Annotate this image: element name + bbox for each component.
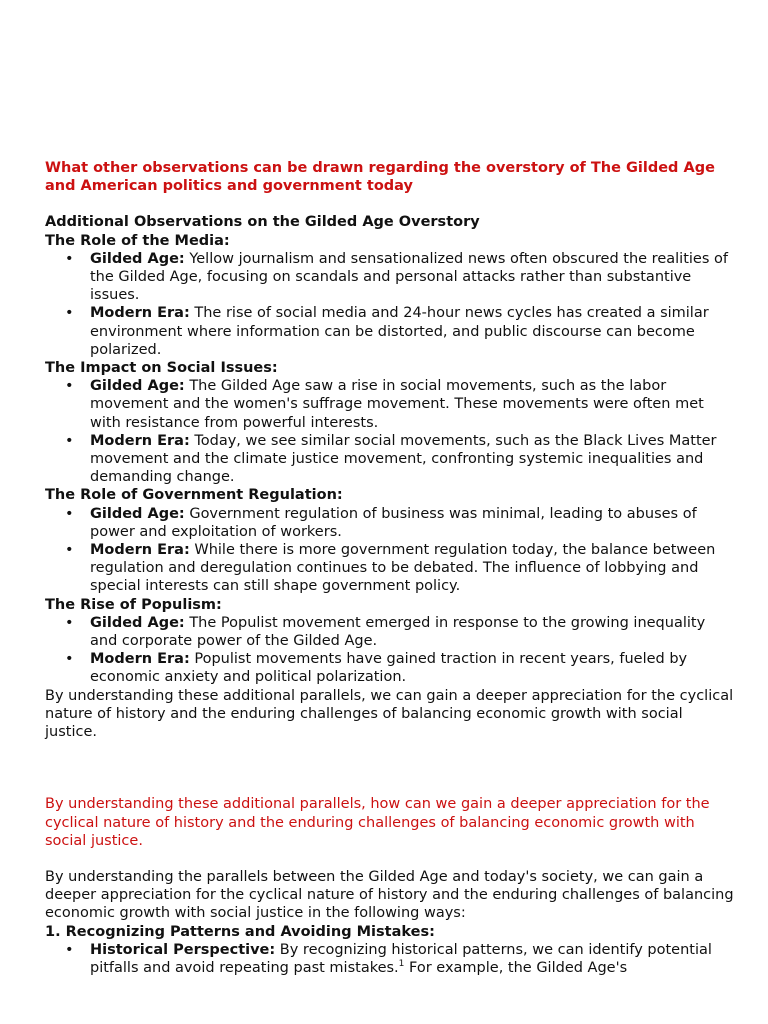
section-heading-populism: The Rise of Populism: (45, 596, 222, 613)
section-heading-social: The Impact on Social Issues: (45, 360, 278, 377)
list-item (45, 505, 735, 541)
list-item (45, 377, 735, 432)
item-text: The Populist movement emerged in response to the growing inequality and corporate power of the Gilded Age. (90, 614, 706, 650)
item-text: By recognizing historical patterns, we can identify potential pitfalls and avoid repeating past mistakes. (90, 941, 712, 976)
document-body (45, 159, 735, 977)
bullet-list-social (45, 377, 735, 486)
section-heading-regulation: The Role of Government Regulation: (45, 487, 343, 504)
list-item (45, 541, 735, 596)
item-text: Today, we see similar social movements, such as the Black Lives Matter movement and the climate justice movement, confronting systemic inequalities and demanding change. (90, 432, 717, 486)
item-text: Populist movements have gained traction in recent years, fueled by economic anxiety and political polarization. (90, 651, 688, 686)
bullet-list-regulation (45, 505, 735, 596)
item-label: Modern Era: (90, 305, 190, 322)
item-text: Yellow journalism and sensationalized news often obscured the realities of the Gilded Age, focusing on scandals and personal attacks rather than substantive issues. (90, 250, 728, 304)
list-item (45, 614, 735, 650)
item-text: For example, the Gilded Age's (404, 959, 628, 976)
bullet-list-patterns (45, 941, 735, 977)
list-item (45, 304, 735, 359)
list-item (45, 941, 735, 977)
bullet-list-populism (45, 614, 735, 687)
item-label: Gilded Age: (90, 250, 185, 267)
conclusion-paragraph: By understanding these additional parallels, we can gain a deeper appreciation for the cyclical nature of history and the enduring challenges of balancing economic growth with social justice. (45, 687, 734, 741)
section-heading-media: The Role of the Media: (45, 232, 230, 249)
item-label: Gilded Age: (90, 505, 185, 522)
bullet-list-media (45, 250, 735, 359)
item-label: Gilded Age: (90, 378, 185, 395)
item-label: Modern Era: (90, 432, 190, 449)
question-heading-2: By understanding these additional parallels, how can we gain a deeper appreciation for the cyclical nature of history and the enduring challenges of balancing economic growth with social justice. (45, 796, 710, 849)
question-heading: What other observations can be drawn regarding the overstory of The Gilded Age and American politics and government today (45, 160, 715, 195)
list-item (45, 650, 735, 686)
footnote-marker[interactable]: 1 (398, 959, 405, 970)
list-item (45, 432, 735, 487)
item-text: The rise of social media and 24-hour news cycles has created a similar environment where information can be distorted, and public discourse can become polarized. (90, 305, 709, 358)
item-label: Modern Era: (90, 542, 190, 559)
item-label: Gilded Age: (90, 614, 185, 631)
item-text: While there is more government regulation today, the balance between regulation and deregulation continues to be debated. The influence of lobbying and special interests can still shape government policy. (90, 542, 716, 595)
item-text: The Gilded Age saw a rise in social movements, such as the labor movement and the women's suffrage movement. These movements were often met with resistance from powerful interests. (90, 378, 704, 431)
item-label: Historical Perspective: (90, 941, 276, 958)
section-title: Additional Observations on the Gilded Age Overstory (45, 214, 480, 231)
item-label: Modern Era: (90, 651, 190, 668)
item-text: Government regulation of business was minimal, leading to abuses of power and exploitation of workers. (90, 505, 697, 540)
answer-intro: By understanding the parallels between the Gilded Age and today's society, we can gain a deeper appreciation for the cyclical nature of history and the enduring challenges of balancing economic growth with social justice in the following ways: (45, 868, 734, 922)
numbered-heading: 1. Recognizing Patterns and Avoiding Mistakes: (45, 923, 435, 940)
list-item (45, 250, 735, 305)
